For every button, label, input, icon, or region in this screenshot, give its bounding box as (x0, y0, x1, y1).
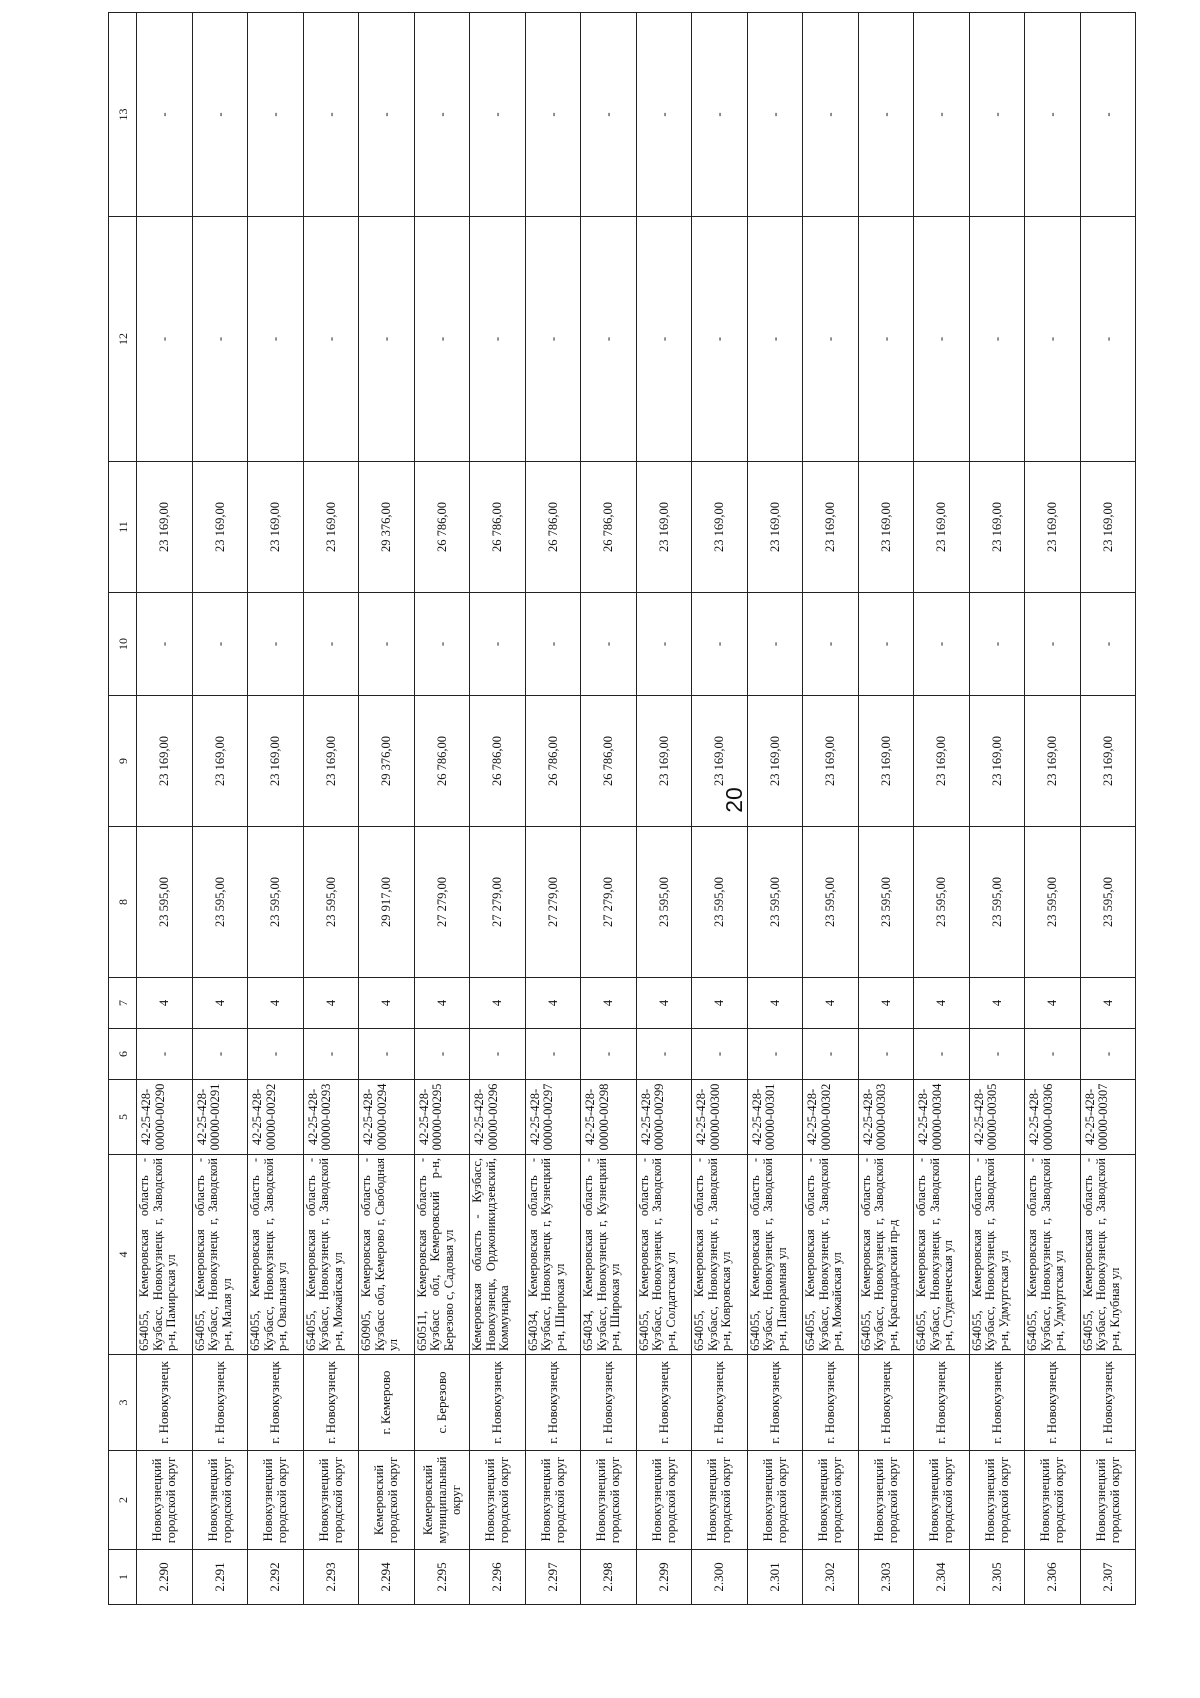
col-13-value: - (1025, 13, 1081, 217)
col-13-value: - (470, 13, 526, 217)
col-7-value: 4 (192, 978, 248, 1029)
col-12-value: - (303, 217, 359, 462)
col-8-value: 23 595,00 (1080, 827, 1136, 978)
col-6-value: - (1025, 1029, 1081, 1080)
row-number: 2.305 (969, 1550, 1025, 1605)
municipality: Новокузнецкий городской округ (692, 1451, 748, 1550)
col-11-value: 23 169,00 (248, 462, 304, 593)
municipality: Новокузнецкий городской округ (1025, 1451, 1081, 1550)
col-11-value: 23 169,00 (914, 462, 970, 593)
col-9-value: 23 169,00 (303, 696, 359, 827)
locality: г. Новокузнецк (581, 1355, 637, 1451)
column-header-3: 3 (109, 1355, 137, 1451)
col-11-value: 23 169,00 (303, 462, 359, 593)
cadastral-number: 42-25-428-00000-00303 (858, 1080, 914, 1155)
col-9-value: 23 169,00 (1080, 696, 1136, 827)
col-8-value: 23 595,00 (692, 827, 748, 978)
col-7-value: 4 (636, 978, 692, 1029)
municipality: Новокузнецкий городской округ (525, 1451, 581, 1550)
col-13-value: - (414, 13, 470, 217)
locality: г. Новокузнецк (969, 1355, 1025, 1451)
municipality: Кемеровский муниципальный округ (414, 1451, 470, 1550)
col-13-value: - (192, 13, 248, 217)
col-13-value: - (303, 13, 359, 217)
row-number: 2.298 (581, 1550, 637, 1605)
col-11-value: 23 169,00 (137, 462, 193, 593)
col-11-value: 23 169,00 (1080, 462, 1136, 593)
col-11-value: 23 169,00 (192, 462, 248, 593)
address: 654055, Кемеровская область - Кузбасс, Новокузнецк г, Заводской р-н, Удмуртская ул (969, 1155, 1025, 1355)
col-7-value: 4 (359, 978, 415, 1029)
cadastral-number: 42-25-428-00000-00304 (914, 1080, 970, 1155)
row-number: 2.303 (858, 1550, 914, 1605)
row-number: 2.304 (914, 1550, 970, 1605)
locality: г. Новокузнецк (470, 1355, 526, 1451)
col-11-value: 23 169,00 (858, 462, 914, 593)
col-10-value: - (914, 593, 970, 696)
col-9-value: 23 169,00 (747, 696, 803, 827)
address: 654055, Кемеровская область - Кузбасс, Новокузнецк г, Заводской р-н, Ковровская ул (692, 1155, 748, 1355)
cadastral-number: 42-25-428-00000-00296 (470, 1080, 526, 1155)
locality: г. Новокузнецк (1080, 1355, 1136, 1451)
address: 654055, Кемеровская область - Кузбасс, Новокузнецк г, Заводской р-н, Солдатская ул (636, 1155, 692, 1355)
header-row (109, 13, 137, 1605)
locality: г. Новокузнецк (303, 1355, 359, 1451)
col-13-value: - (359, 13, 415, 217)
col-6-value: - (969, 1029, 1025, 1080)
col-6-value: - (303, 1029, 359, 1080)
col-11-value: 26 786,00 (581, 462, 637, 593)
table-header (109, 13, 137, 1605)
col-12-value: - (525, 217, 581, 462)
table-row (192, 13, 248, 1605)
municipality: Новокузнецкий городской округ (303, 1451, 359, 1550)
cadastral-number: 42-25-428-00000-00297 (525, 1080, 581, 1155)
row-number: 2.293 (303, 1550, 359, 1605)
address: 654034, Кемеровская область - Кузбасс, Новокузнецк г, Кузнецкий р-н, Широкая ул (581, 1155, 637, 1355)
col-6-value: - (137, 1029, 193, 1080)
rotated-table-container (108, 13, 1158, 1605)
address: 654055, Кемеровская область - Кузбасс, Новокузнецк г, Заводской р-н, Памирская ул (137, 1155, 193, 1355)
col-7-value: 4 (1025, 978, 1081, 1029)
col-9-value: 23 169,00 (1025, 696, 1081, 827)
col-10-value: - (1025, 593, 1081, 696)
table-row (470, 13, 526, 1605)
row-number: 2.296 (470, 1550, 526, 1605)
col-9-value: 23 169,00 (858, 696, 914, 827)
cadastral-number: 42-25-428-00000-00293 (303, 1080, 359, 1155)
row-number: 2.299 (636, 1550, 692, 1605)
row-number: 2.297 (525, 1550, 581, 1605)
col-9-value: 23 169,00 (636, 696, 692, 827)
cadastral-number: 42-25-428-00000-00301 (747, 1080, 803, 1155)
col-11-value: 23 169,00 (747, 462, 803, 593)
col-8-value: 23 595,00 (747, 827, 803, 978)
col-10-value: - (803, 593, 859, 696)
col-7-value: 4 (470, 978, 526, 1029)
col-6-value: - (1080, 1029, 1136, 1080)
locality: г. Новокузнецк (137, 1355, 193, 1451)
row-number: 2.300 (692, 1550, 748, 1605)
cadastral-number: 42-25-428-00000-00294 (359, 1080, 415, 1155)
col-6-value: - (747, 1029, 803, 1080)
col-10-value: - (248, 593, 304, 696)
row-number: 2.292 (248, 1550, 304, 1605)
table-row (137, 13, 193, 1605)
col-12-value: - (1025, 217, 1081, 462)
cadastral-number: 42-25-428-00000-00290 (137, 1080, 193, 1155)
col-7-value: 4 (137, 978, 193, 1029)
col-12-value: - (914, 217, 970, 462)
col-7-value: 4 (248, 978, 304, 1029)
col-6-value: - (581, 1029, 637, 1080)
col-8-value: 23 595,00 (858, 827, 914, 978)
col-10-value: - (1080, 593, 1136, 696)
col-12-value: - (636, 217, 692, 462)
table-row (858, 13, 914, 1605)
col-7-value: 4 (858, 978, 914, 1029)
col-10-value: - (747, 593, 803, 696)
table-row (692, 13, 748, 1605)
col-8-value: 23 595,00 (914, 827, 970, 978)
cadastral-number: 42-25-428-00000-00300 (692, 1080, 748, 1155)
col-13-value: - (858, 13, 914, 217)
col-7-value: 4 (525, 978, 581, 1029)
col-8-value: 27 279,00 (525, 827, 581, 978)
municipality: Кемеровский городской округ (359, 1451, 415, 1550)
col-6-value: - (525, 1029, 581, 1080)
col-8-value: 23 595,00 (192, 827, 248, 978)
col-12-value: - (1080, 217, 1136, 462)
table-row (914, 13, 970, 1605)
col-13-value: - (969, 13, 1025, 217)
row-number: 2.301 (747, 1550, 803, 1605)
row-number: 2.302 (803, 1550, 859, 1605)
col-8-value: 29 917,00 (359, 827, 415, 978)
column-header-13: 13 (109, 13, 137, 217)
col-7-value: 4 (581, 978, 637, 1029)
address: 654055, Кемеровская область - Кузбасс, Новокузнецк г, Заводской р-н, Можайская ул (803, 1155, 859, 1355)
col-12-value: - (692, 217, 748, 462)
row-number: 2.307 (1080, 1550, 1136, 1605)
col-7-value: 4 (303, 978, 359, 1029)
col-9-value: 23 169,00 (192, 696, 248, 827)
table-row (525, 13, 581, 1605)
col-10-value: - (303, 593, 359, 696)
column-header-2: 2 (109, 1451, 137, 1550)
col-11-value: 29 376,00 (359, 462, 415, 593)
locality: г. Новокузнецк (1025, 1355, 1081, 1451)
col-6-value: - (914, 1029, 970, 1080)
column-header-5: 5 (109, 1080, 137, 1155)
address: Кемеровская область - Кузбасс, Новокузнецк, Орджоникидзевский, Коммунарка (470, 1155, 526, 1355)
cadastral-number: 42-25-428-00000-00292 (248, 1080, 304, 1155)
address: 654055, Кемеровская область - Кузбасс, Новокузнецк г, Заводской р-н, Овальная ул (248, 1155, 304, 1355)
address: 650905, Кемеровская область - Кузбасс обл, Кемерово г, Свободная ул (359, 1155, 415, 1355)
row-number: 2.291 (192, 1550, 248, 1605)
column-header-9: 9 (109, 696, 137, 827)
column-header-8: 8 (109, 827, 137, 978)
col-8-value: 27 279,00 (581, 827, 637, 978)
address: 654055, Кемеровская область - Кузбасс, Новокузнецк г, Заводской р-н, Малая ул (192, 1155, 248, 1355)
table-row (636, 13, 692, 1605)
col-10-value: - (525, 593, 581, 696)
col-10-value: - (636, 593, 692, 696)
locality: г. Новокузнецк (636, 1355, 692, 1451)
col-10-value: - (192, 593, 248, 696)
row-number: 2.294 (359, 1550, 415, 1605)
page-number: 20 (721, 787, 747, 813)
col-12-value: - (137, 217, 193, 462)
data-table (108, 12, 1136, 1605)
address: 650511, Кемеровская область - Кузбасс обл, Кемеровский р-н, Березово с, Садовая ул (414, 1155, 470, 1355)
col-9-value: 26 786,00 (470, 696, 526, 827)
col-11-value: 23 169,00 (969, 462, 1025, 593)
col-13-value: - (692, 13, 748, 217)
locality: с. Березово (414, 1355, 470, 1451)
address: 654055, Кемеровская область - Кузбасс, Новокузнецк г, Заводской р-н, Панорамная ул (747, 1155, 803, 1355)
locality: г. Новокузнецк (692, 1355, 748, 1451)
col-6-value: - (858, 1029, 914, 1080)
col-12-value: - (747, 217, 803, 462)
cadastral-number: 42-25-428-00000-00305 (969, 1080, 1025, 1155)
address: 654055, Кемеровская область - Кузбасс, Новокузнецк г, Заводской р-н, Студенческая ул (914, 1155, 970, 1355)
cadastral-number: 42-25-428-00000-00291 (192, 1080, 248, 1155)
cadastral-number: 42-25-428-00000-00307 (1080, 1080, 1136, 1155)
col-10-value: - (581, 593, 637, 696)
col-10-value: - (359, 593, 415, 696)
col-9-value: 26 786,00 (581, 696, 637, 827)
row-number: 2.290 (137, 1550, 193, 1605)
col-13-value: - (525, 13, 581, 217)
municipality: Новокузнецкий городской округ (858, 1451, 914, 1550)
col-9-value: 23 169,00 (803, 696, 859, 827)
cadastral-number: 42-25-428-00000-00295 (414, 1080, 470, 1155)
municipality: Новокузнецкий городской округ (137, 1451, 193, 1550)
col-8-value: 23 595,00 (137, 827, 193, 978)
table-row (969, 13, 1025, 1605)
row-number: 2.295 (414, 1550, 470, 1605)
table-row (1080, 13, 1136, 1605)
col-6-value: - (414, 1029, 470, 1080)
col-10-value: - (692, 593, 748, 696)
col-8-value: 23 595,00 (303, 827, 359, 978)
cadastral-number: 42-25-428-00000-00306 (1025, 1080, 1081, 1155)
municipality: Новокузнецкий городской округ (248, 1451, 304, 1550)
col-13-value: - (137, 13, 193, 217)
column-header-1: 1 (109, 1550, 137, 1605)
col-13-value: - (581, 13, 637, 217)
col-9-value: 26 786,00 (414, 696, 470, 827)
col-9-value: 23 169,00 (248, 696, 304, 827)
col-6-value: - (359, 1029, 415, 1080)
column-header-11: 11 (109, 462, 137, 593)
locality: г. Новокузнецк (858, 1355, 914, 1451)
cadastral-number: 42-25-428-00000-00299 (636, 1080, 692, 1155)
cadastral-number: 42-25-428-00000-00302 (803, 1080, 859, 1155)
col-6-value: - (248, 1029, 304, 1080)
cadastral-number: 42-25-428-00000-00298 (581, 1080, 637, 1155)
address: 654055, Кемеровская область - Кузбасс, Новокузнецк г, Заводской р-н, Краснодарский пр-д (858, 1155, 914, 1355)
col-10-value: - (858, 593, 914, 696)
locality: г. Новокузнецк (747, 1355, 803, 1451)
col-12-value: - (969, 217, 1025, 462)
table-row (581, 13, 637, 1605)
locality: г. Новокузнецк (525, 1355, 581, 1451)
table-row (414, 13, 470, 1605)
col-13-value: - (248, 13, 304, 217)
table-body (137, 13, 1136, 1605)
municipality: Новокузнецкий городской округ (747, 1451, 803, 1550)
col-10-value: - (137, 593, 193, 696)
col-13-value: - (914, 13, 970, 217)
col-12-value: - (248, 217, 304, 462)
address: 654055, Кемеровская область - Кузбасс, Новокузнецк г, Заводской р-н, Клубная ул (1080, 1155, 1136, 1355)
table-row (747, 13, 803, 1605)
col-9-value: 23 169,00 (137, 696, 193, 827)
col-9-value: 26 786,00 (525, 696, 581, 827)
col-7-value: 4 (803, 978, 859, 1029)
col-11-value: 26 786,00 (525, 462, 581, 593)
locality: г. Новокузнецк (914, 1355, 970, 1451)
locality: г. Новокузнецк (248, 1355, 304, 1451)
col-7-value: 4 (414, 978, 470, 1029)
municipality: Новокузнецкий городской округ (803, 1451, 859, 1550)
col-13-value: - (803, 13, 859, 217)
municipality: Новокузнецкий городской округ (1080, 1451, 1136, 1550)
col-7-value: 4 (914, 978, 970, 1029)
col-11-value: 26 786,00 (414, 462, 470, 593)
col-8-value: 23 595,00 (803, 827, 859, 978)
col-9-value: 23 169,00 (914, 696, 970, 827)
col-8-value: 23 595,00 (1025, 827, 1081, 978)
col-7-value: 4 (747, 978, 803, 1029)
col-8-value: 27 279,00 (470, 827, 526, 978)
col-13-value: - (636, 13, 692, 217)
municipality: Новокузнецкий городской округ (636, 1451, 692, 1550)
municipality: Новокузнецкий городской округ (470, 1451, 526, 1550)
municipality: Новокузнецкий городской округ (581, 1451, 637, 1550)
col-8-value: 23 595,00 (248, 827, 304, 978)
col-10-value: - (470, 593, 526, 696)
row-number: 2.306 (1025, 1550, 1081, 1605)
table-row (303, 13, 359, 1605)
column-header-12: 12 (109, 217, 137, 462)
col-10-value: - (414, 593, 470, 696)
municipality: Новокузнецкий городской округ (914, 1451, 970, 1550)
col-12-value: - (803, 217, 859, 462)
col-12-value: - (581, 217, 637, 462)
address: 654055, Кемеровская область - Кузбасс, Новокузнецк г, Заводской р-н, Удмуртская ул (1025, 1155, 1081, 1355)
table-row (1025, 13, 1081, 1605)
municipality: Новокузнецкий городской округ (969, 1451, 1025, 1550)
col-6-value: - (192, 1029, 248, 1080)
col-8-value: 23 595,00 (636, 827, 692, 978)
col-11-value: 23 169,00 (692, 462, 748, 593)
table-row (248, 13, 304, 1605)
locality: г. Новокузнецк (192, 1355, 248, 1451)
col-12-value: - (858, 217, 914, 462)
table-row (803, 13, 859, 1605)
locality: г. Новокузнецк (803, 1355, 859, 1451)
col-12-value: - (192, 217, 248, 462)
col-10-value: - (969, 593, 1025, 696)
col-13-value: - (1080, 13, 1136, 217)
col-8-value: 27 279,00 (414, 827, 470, 978)
col-6-value: - (692, 1029, 748, 1080)
column-header-6: 6 (109, 1029, 137, 1080)
column-header-4: 4 (109, 1155, 137, 1355)
col-7-value: 4 (969, 978, 1025, 1029)
col-12-value: - (470, 217, 526, 462)
col-11-value: 23 169,00 (803, 462, 859, 593)
col-11-value: 23 169,00 (636, 462, 692, 593)
col-6-value: - (470, 1029, 526, 1080)
column-header-7: 7 (109, 978, 137, 1029)
municipality: Новокузнецкий городской округ (192, 1451, 248, 1550)
table-row (359, 13, 415, 1605)
col-12-value: - (359, 217, 415, 462)
col-7-value: 4 (692, 978, 748, 1029)
col-7-value: 4 (1080, 978, 1136, 1029)
col-9-value: 29 376,00 (359, 696, 415, 827)
col-9-value: 23 169,00 (969, 696, 1025, 827)
locality: г. Кемерово (359, 1355, 415, 1451)
column-header-10: 10 (109, 593, 137, 696)
col-6-value: - (803, 1029, 859, 1080)
col-9-value: 23 169,00 (692, 696, 748, 827)
col-6-value: - (636, 1029, 692, 1080)
col-8-value: 23 595,00 (969, 827, 1025, 978)
address: 654055, Кемеровская область - Кузбасс, Новокузнецк г, Заводской р-н, Можайская ул (303, 1155, 359, 1355)
col-13-value: - (747, 13, 803, 217)
address: 654034, Кемеровская область - Кузбасс, Новокузнецк г, Кузнецкий р-н, Широкая ул (525, 1155, 581, 1355)
col-11-value: 26 786,00 (470, 462, 526, 593)
col-12-value: - (414, 217, 470, 462)
col-11-value: 23 169,00 (1025, 462, 1081, 593)
